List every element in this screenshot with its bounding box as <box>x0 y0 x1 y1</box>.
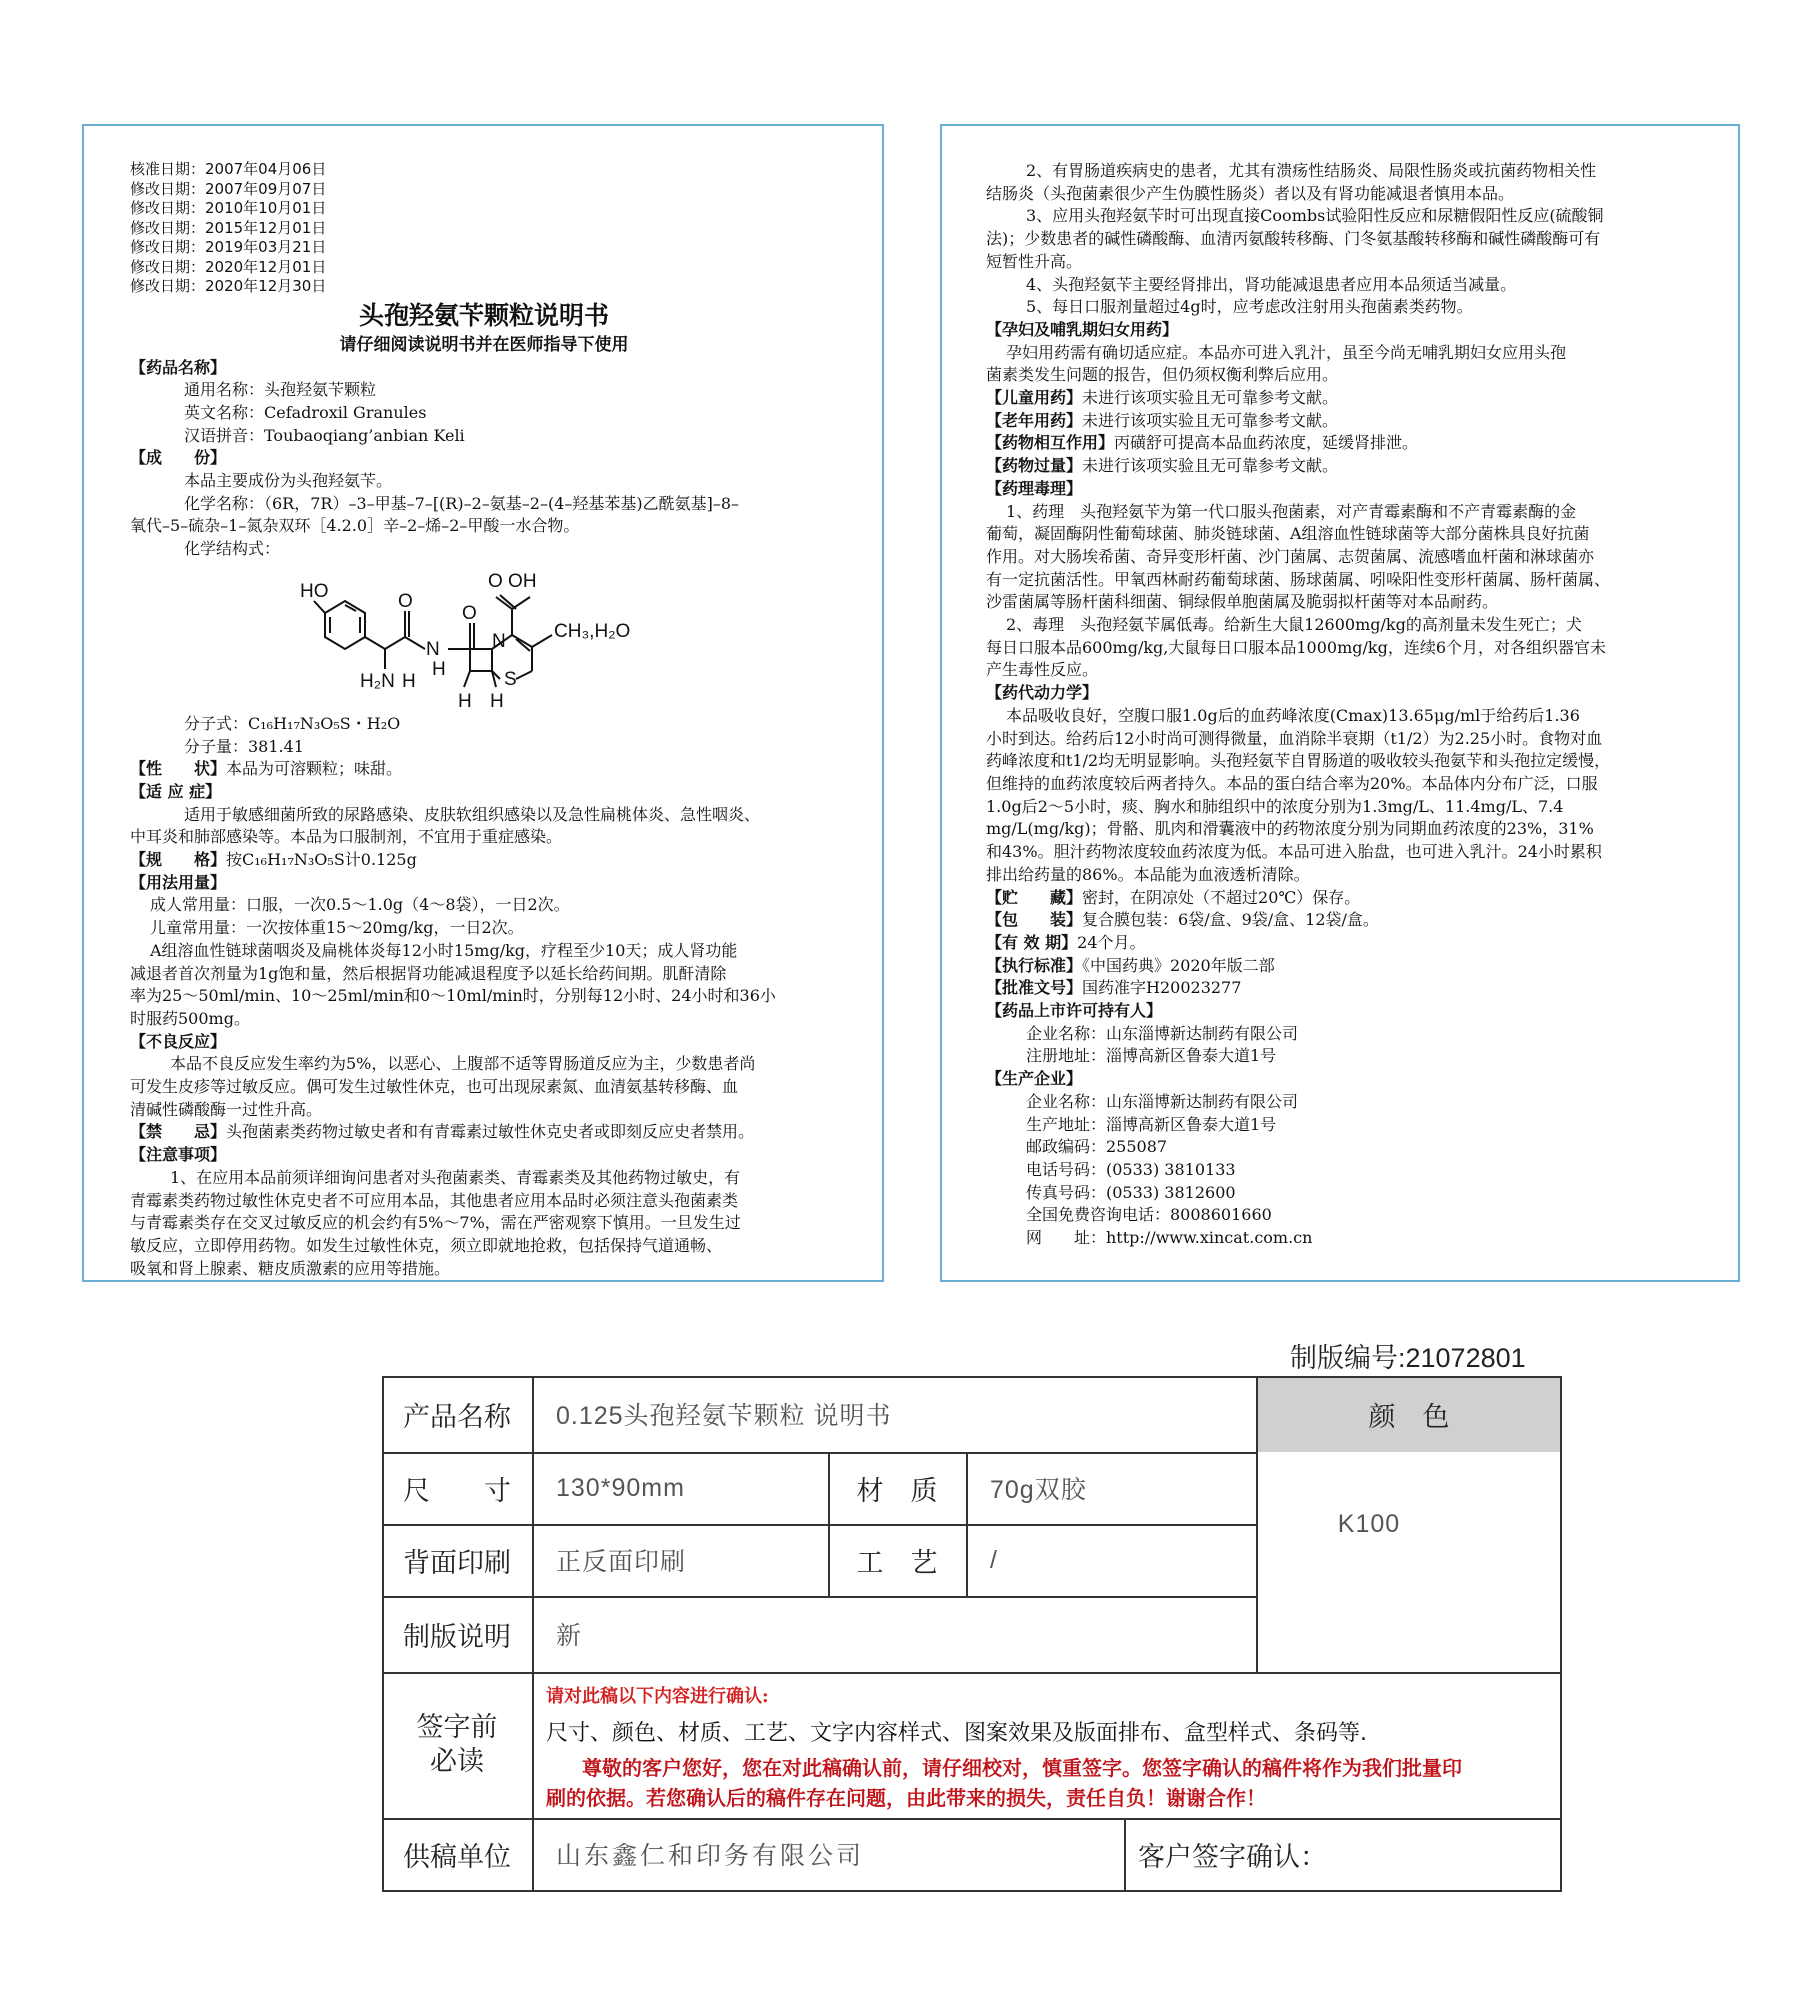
struct-h: H <box>432 658 446 680</box>
struct-o1: O <box>398 590 413 612</box>
section-text: 未进行该项实验且无可靠参考文献。 <box>1082 410 1339 430</box>
back-print-label: 背面印刷 <box>403 1547 511 1579</box>
text-line: 2、毒理 头孢羟氨苄属低毒。给新生大鼠12600mg/kg的高剂量未发生死亡；犬 <box>1006 615 1582 635</box>
text-line: mg/L(mg/kg)；骨骼、肌肉和滑囊液中的药物浓度分别为同期血药浓度的23%，31% <box>986 819 1594 839</box>
craft-value: / <box>990 1545 998 1574</box>
structure-label: 化学结构式： <box>184 539 281 559</box>
text-line: 全国免费咨询电话：8008601660 <box>1026 1205 1272 1225</box>
text-line: 4、头孢羟氨苄主要经肾排出，肾功能减退患者应用本品须适当减量。 <box>1026 274 1517 294</box>
english-name: 英文名称：Cefadroxil Granules <box>184 402 427 422</box>
table-border <box>382 1376 1562 1378</box>
text-line: 1、在应用本品前须详细询问患者对头孢菌素类、青霉素类及其他药物过敏史，有 <box>170 1167 741 1187</box>
text-line: 产生毒性反应。 <box>986 660 1099 680</box>
section-text: 按C₁₆H₁₇N₃O₅S计0.125g <box>226 850 417 870</box>
text-line: 药峰浓度和t1/2均无明显影响。头孢羟氨苄自胃肠道的吸收较头孢氨苄和头孢拉定缓慢， <box>986 751 1611 771</box>
table-border <box>1256 1376 1258 1674</box>
leaflet-right-panel <box>940 124 1740 1282</box>
section-heading: 【成 份】 <box>130 448 227 468</box>
text-line: 企业名称：山东淄博新达制药有限公司 <box>1026 1091 1299 1111</box>
common-name: 通用名称：头孢羟氨苄颗粒 <box>184 380 377 400</box>
notice-line: 刷的依据。若您确认后的稿件存在问题，由此带来的损失，责任自负！谢谢合作！ <box>546 1786 1266 1810</box>
notice-line: 尊敬的客户您好，您在对此稿确认前，请仔细校对，慎重签字。您签字确认的稿件将作为我们批量印 <box>582 1756 1462 1780</box>
table-border <box>382 1672 1562 1674</box>
table-border <box>1560 1376 1562 1892</box>
section-text: 未进行该项实验且无可靠参考文献。 <box>1082 388 1339 408</box>
section-heading: 【生产企业】 <box>986 1069 1083 1089</box>
struct-h: H <box>490 690 504 712</box>
section-row <box>986 955 1698 978</box>
table-border <box>382 1452 1256 1454</box>
section-heading: 【性 状】 <box>130 759 227 779</box>
date-line: 修改日期：2019年03月21日 <box>130 238 327 256</box>
section-text: 24个月。 <box>1077 932 1146 952</box>
proof-confirmation-form <box>382 1376 1562 1898</box>
product-name-value: 0.125头孢羟氨苄颗粒 说明书 <box>556 1402 892 1430</box>
text-line: 1.0g后2～5小时，痰、胸水和肺组织中的浓度分别为1.3mg/L、11.4mg/L、7.4 <box>986 796 1564 816</box>
section-text: 未进行该项实验且无可靠参考文献。 <box>1082 456 1339 476</box>
text-line: 时服药500mg。 <box>130 1008 250 1028</box>
text-line: 本品吸收良好，空腹口服1.0g后的血药峰浓度(Cmax)13.65μg/ml于给药后1.36 <box>1006 705 1580 725</box>
section-text: 头孢菌素类药物过敏史者和有青霉素过敏性休克史者或即刻反应史者禁用。 <box>226 1122 755 1142</box>
text-line: 清碱性磷酸酶一过性升高。 <box>130 1099 323 1119</box>
text-line: 与青霉素类存在交叉过敏反应的机会约有5%～7%，需在严密观察下慎用。一旦发生过 <box>130 1213 741 1233</box>
sign-before-read-label <box>382 1672 532 1818</box>
text-line: 沙雷菌属等肠杆菌科细菌、铜绿假单胞菌属及脆弱拟杆菌等对本品耐药。 <box>986 592 1499 612</box>
section-heading: 【药品名称】 <box>130 357 227 377</box>
color-header: 颜 色 <box>1256 1376 1562 1452</box>
text-line: 网 址：http://www.xincat.com.cn <box>1026 1228 1313 1248</box>
section-heading: 【贮 藏】 <box>986 887 1083 907</box>
text-line: 作用。对大肠埃希菌、奇异变形杆菌、沙门菌属、志贺菌属、流感嗜血杆菌和淋球菌亦 <box>986 546 1595 566</box>
date-line: 修改日期：2007年09月07日 <box>130 179 327 198</box>
section-heading: 【不良反应】 <box>130 1031 227 1051</box>
text-line: 敏反应，立即停用药物。如发生过敏性休克，须立即就地抢救，包括保持气道通畅、 <box>130 1236 723 1255</box>
text-line: 本品不良反应发生率约为5%，以恶心、上腹部不适等胃肠道反应为主，少数患者尚 <box>170 1054 756 1074</box>
table-border <box>1124 1818 1126 1892</box>
text-line: 2、有胃肠道疾病史的患者，尤其有溃疡性结肠炎、局限性肠炎或抗菌药物相关性 <box>1026 161 1597 180</box>
section-text: 国药准字H20023277 <box>1082 978 1242 998</box>
table-border <box>966 1452 968 1598</box>
section-row <box>986 387 1698 410</box>
text-line: 注册地址：淄博高新区鲁泰大道1号 <box>1026 1046 1277 1066</box>
text-line: 成人常用量：口服，一次0.5～1.0g（4～8袋），一日2次。 <box>150 895 570 915</box>
text-line: 有一定抗菌活性。甲氧西林耐药葡萄球菌、肠球菌属、吲哚阳性变形杆菌属、肠杆菌属、 <box>986 569 1611 589</box>
section-text: 本品为可溶颗粒；味甜。 <box>226 759 403 779</box>
date-line: 核准日期：2007年04月06日 <box>130 160 327 178</box>
text-line: 5、每日口服剂量超过4g时，应考虑改注射用头孢菌素类药物。 <box>1026 297 1473 317</box>
struct-n2: N <box>492 630 506 652</box>
date-line: 修改日期：2015年12月01日 <box>130 218 327 237</box>
table-border <box>382 1376 384 1892</box>
section-heading: 【药品上市许可持有人】 <box>986 1001 1163 1021</box>
date-line: 修改日期：2020年12月01日 <box>130 257 327 276</box>
text-line: 但维持的血药浓度较后两者持久。本品的蛋白结合率为20%。本品体内分布广泛，口服 <box>986 773 1598 793</box>
material-label: 材 质 <box>856 1475 938 1507</box>
text-line: 每日口服本品600mg/kg,大鼠每日口服本品1000mg/kg，连续6个月，对各组织器官未 <box>986 637 1607 657</box>
struct-ho: HO <box>300 580 329 602</box>
text-line: 中耳炎和肺部感染等。本品为口服制剂，不宜用于重症感染。 <box>130 827 563 847</box>
struct-s: S <box>504 668 517 690</box>
section-heading: 【注意事项】 <box>130 1145 227 1165</box>
chemical-name-cont: 氧代–5–硫杂–1–氮杂双环［4.2.0］辛–2–烯–2–甲酸一水合物。 <box>130 516 580 536</box>
size-value: 130*90mm <box>556 1473 685 1502</box>
section-text: 《中国药典》2020年版二部 <box>1082 955 1275 975</box>
section-heading: 【禁 忌】 <box>130 1122 227 1142</box>
text-line: 吸氧和肾上腺素、糖皮质激素的应用等措施。 <box>130 1258 451 1278</box>
text-line: A组溶血性链球菌咽炎及扁桃体炎每12小时15mg/kg，疗程至少10天；成人肾功能 <box>150 940 738 960</box>
back-print-value: 正反面印刷 <box>556 1548 687 1576</box>
section-text: 密封，在阴凉处（不超过20℃）保存。 <box>1082 887 1361 907</box>
text-line: 减退者首次剂量为1g饱和量，然后根据肾功能减退程度予以延长给药间期。肌酐清除 <box>130 963 727 983</box>
craft-label: 工 艺 <box>856 1547 938 1579</box>
section-row <box>986 932 1698 955</box>
struct-n1: N <box>426 638 440 660</box>
revision-dates <box>130 160 838 297</box>
text-line: 短暂性升高。 <box>986 251 1083 271</box>
section-heading: 【孕妇及哺乳期妇女用药】 <box>986 319 1179 339</box>
chemical-structure-diagram <box>280 561 700 713</box>
text-line: 邮政编码：255087 <box>1026 1137 1168 1157</box>
text-line: 企业名称：山东淄博新达制药有限公司 <box>1026 1023 1299 1043</box>
section-heading: 【药理毒理】 <box>986 478 1083 498</box>
text-line: 电话号码：(0533) 3810133 <box>1026 1159 1236 1179</box>
section-row <box>986 977 1698 1000</box>
section-heading: 【有 效 期】 <box>986 932 1078 952</box>
date-line: 修改日期：2010年10月01日 <box>130 199 327 217</box>
plate-note-value: 新 <box>556 1622 583 1650</box>
supplier-value: 山东鑫仁和印务有限公司 <box>556 1842 865 1870</box>
material-value: 70g双胶 <box>990 1476 1087 1504</box>
plate-note-label: 制版说明 <box>403 1621 511 1653</box>
document-title: 头孢羟氨苄颗粒说明书 <box>358 300 609 330</box>
text-line: 法)；少数患者的碱性磷酸酶、血清丙氨酸转移酶、门冬氨基酸转移酶和碱性磷酸酶可有 <box>986 229 1601 249</box>
pinyin-name: 汉语拼音：Toubaoqiang’anbian Keli <box>184 425 465 445</box>
section-row <box>986 909 1698 932</box>
leaflet-left-panel <box>82 124 884 1282</box>
section-row <box>986 455 1698 478</box>
section-row <box>130 849 838 872</box>
table-border <box>382 1524 1256 1526</box>
confirmation-notice <box>546 1682 1556 1813</box>
text-line: 率为25～50ml/min、10～25ml/min和0～10ml/min时，分别每12小时、24小时和36小 <box>130 986 776 1006</box>
struct-h: H <box>402 670 416 692</box>
struct-h: H <box>458 690 472 712</box>
struct-h2n: H₂N <box>360 670 395 692</box>
section-row <box>130 758 838 781</box>
size-label: 尺 寸 <box>403 1475 511 1507</box>
text-line: 适用于敏感细菌所致的尿路感染、皮肤软组织感染以及急性扁桃体炎、急性咽炎、 <box>184 804 761 824</box>
section-heading: 【包 装】 <box>986 910 1083 930</box>
section-row <box>130 1121 838 1144</box>
sign-label-line: 签字前 <box>416 1712 498 1743</box>
struct-oh-acid: O OH <box>488 570 537 592</box>
table-border <box>382 1596 1256 1598</box>
text-line: 和43%。胆汁药物浓度较血药浓度为低。本品可进入胎盘，也可进入乳汁。24小时累积 <box>986 842 1602 862</box>
table-border <box>532 1376 534 1892</box>
text-line: 生产地址：淄博高新区鲁泰大道1号 <box>1026 1114 1277 1134</box>
document-subtitle: 请仔细阅读说明书并在医师指导下使用 <box>339 334 629 355</box>
component-text: 本品主要成份为头孢羟氨苄。 <box>184 471 393 491</box>
supplier-label: 供稿单位 <box>403 1841 511 1873</box>
chemical-name: 化学名称：（6R，7R）–3–甲基–7–[(R)–2–氨基–2–(4–羟基苯基)乙酰氨基]–8– <box>184 493 740 513</box>
section-heading: 【药物相互作用】 <box>986 433 1115 453</box>
text-line: 可发生皮疹等过敏反应。偶可发生过敏性休克，也可出现尿素氮、血清氨基转移酶、血 <box>130 1077 739 1097</box>
section-heading: 【规 格】 <box>130 850 227 870</box>
text-line: 青霉素类药物过敏性休克史者不可应用本品，其他患者应用本品时必须注意头孢菌素类 <box>130 1190 739 1210</box>
color-value: K100 <box>1337 1509 1401 1538</box>
section-heading: 【用法用量】 <box>130 872 227 892</box>
confirm-title: 请对此稿以下内容进行确认: <box>546 1686 769 1707</box>
section-heading: 【儿童用药】 <box>986 388 1083 408</box>
section-row <box>986 410 1698 433</box>
struct-ch3: CH₃,H₂O <box>554 620 631 642</box>
molecular-formula: 分子式：C₁₆H₁₇N₃O₅S・H₂O <box>184 713 401 733</box>
text-line: 排出给药量的86%。本品能为血液透析清除。 <box>986 864 1310 884</box>
section-text: 复合膜包装：6袋/盒、9袋/盒、12袋/盒。 <box>1082 910 1379 930</box>
table-border <box>382 1818 1562 1820</box>
table-border <box>828 1452 830 1598</box>
text-line: 1、药理 头孢羟氨苄为第一代口服头孢菌素，对产青霉素酶和不产青霉素酶的金 <box>1006 501 1577 521</box>
date-line: 修改日期：2020年12月30日 <box>130 277 327 295</box>
section-heading: 【批准文号】 <box>986 978 1083 998</box>
struct-o2: O <box>462 602 477 624</box>
section-heading: 【执行标准】 <box>986 955 1083 975</box>
section-row <box>986 887 1698 910</box>
text-line: 小时到达。给药后12小时尚可测得微量，血消除半衰期（t1/2）为2.25小时。食物对血 <box>986 728 1603 748</box>
text-line: 传真号码：(0533) 3812600 <box>1026 1182 1236 1202</box>
confirm-items: 尺寸、颜色、材质、工艺、文字内容样式、图案效果及版面排布、盒型样式、条码等. <box>546 1721 1367 1746</box>
text-line: 结肠炎（头孢菌素很少产生伪膜性肠炎）者以及有肾功能减退者慎用本品。 <box>986 183 1515 203</box>
section-heading: 【老年用药】 <box>986 410 1083 430</box>
molecular-weight: 分子量：381.41 <box>184 736 304 756</box>
table-border <box>382 1890 1562 1892</box>
section-heading: 【药物过量】 <box>986 456 1083 476</box>
section-text: 丙磺舒可提高本品血药浓度，延缓肾排泄。 <box>1114 433 1419 453</box>
text-line: 儿童常用量：一次按体重15～20mg/kg，一日2次。 <box>150 918 524 938</box>
product-name-label: 产品名称 <box>403 1401 511 1433</box>
text-line: 葡萄，凝固酶阴性葡萄球菌、肺炎链球菌、A组溶血性链球菌等大部分菌株具良好抗菌 <box>986 524 1590 544</box>
section-heading: 【药代动力学】 <box>986 683 1099 703</box>
text-line: 菌素类发生问题的报告，但仍须权衡利弊后应用。 <box>986 365 1339 385</box>
text-line: 孕妇用药需有确切适应症。本品亦可进入乳汁，虽至今尚无哺乳期妇女应用头孢 <box>1006 342 1567 362</box>
sign-label-line: 必读 <box>430 1746 484 1777</box>
section-heading: 【适 应 症】 <box>130 781 222 801</box>
text-line: 3、应用头孢羟氨苄时可出现直接Coombs试验阳性反应和尿糖假阳性反应(硫酸铜 <box>1026 206 1604 226</box>
customer-signature-label[interactable]: 客户签字确认： <box>1138 1841 1327 1873</box>
plate-version-number: 制版编号:21072801 <box>1290 1343 1526 1373</box>
section-row <box>986 432 1698 455</box>
